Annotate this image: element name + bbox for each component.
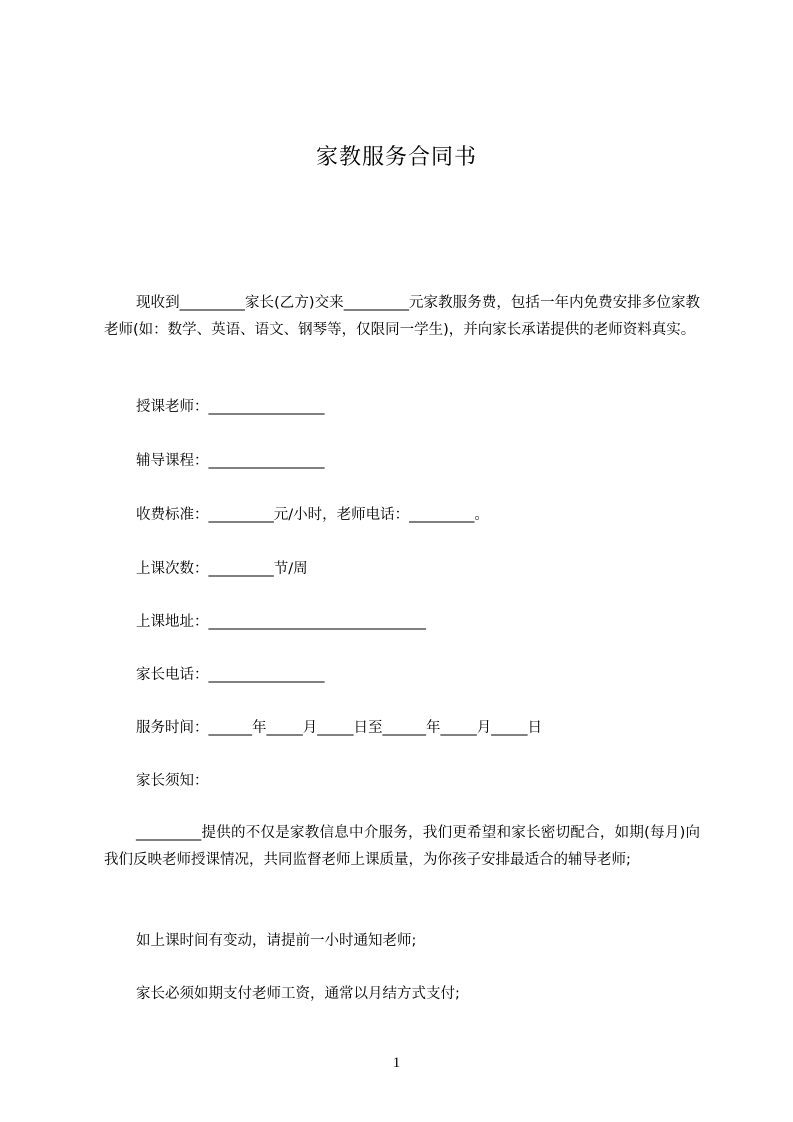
- address-field: 上课地址：______________________________: [136, 614, 426, 630]
- intro-paragraph: 现收到_________家长(乙方)交来_________元家教服务费，包括一年内免费安排多位家教老师(如：数学、英语、语文、钢琴等，仅限同一学生)，并向家长承诺提供的老师资料真实。: [104, 295, 700, 338]
- frequency-field: 上课次数：_________节/周: [136, 561, 308, 577]
- course-field: 辅导课程：________________: [136, 453, 325, 469]
- notice-item: _________提供的不仅是家教信息中介服务，我们更希望和家长密切配合，如期(每月)向我们反映老师授课情况，共同监督老师上课质量，为你孩子安排最适合的辅导老师;: [104, 825, 700, 868]
- notice-heading: 家长须知：: [136, 773, 209, 789]
- fee-field: 收费标准：_________元/小时，老师电话：_________。: [136, 507, 489, 523]
- page-number: 1: [392, 1055, 401, 1071]
- notice-item: 家长必须如期支付老师工资，通常以月结方式支付;: [136, 986, 460, 1002]
- document-title: 家教服务合同书: [315, 145, 477, 170]
- notice-item: 如上课时间有变动，请提前一小时通知老师;: [136, 933, 417, 949]
- parent-phone-field: 家长电话：________________: [136, 667, 325, 683]
- service-time-field: 服务时间：______年_____月_____日至______年_____月_____日: [136, 720, 542, 736]
- teacher-field: 授课老师：________________: [136, 399, 325, 415]
